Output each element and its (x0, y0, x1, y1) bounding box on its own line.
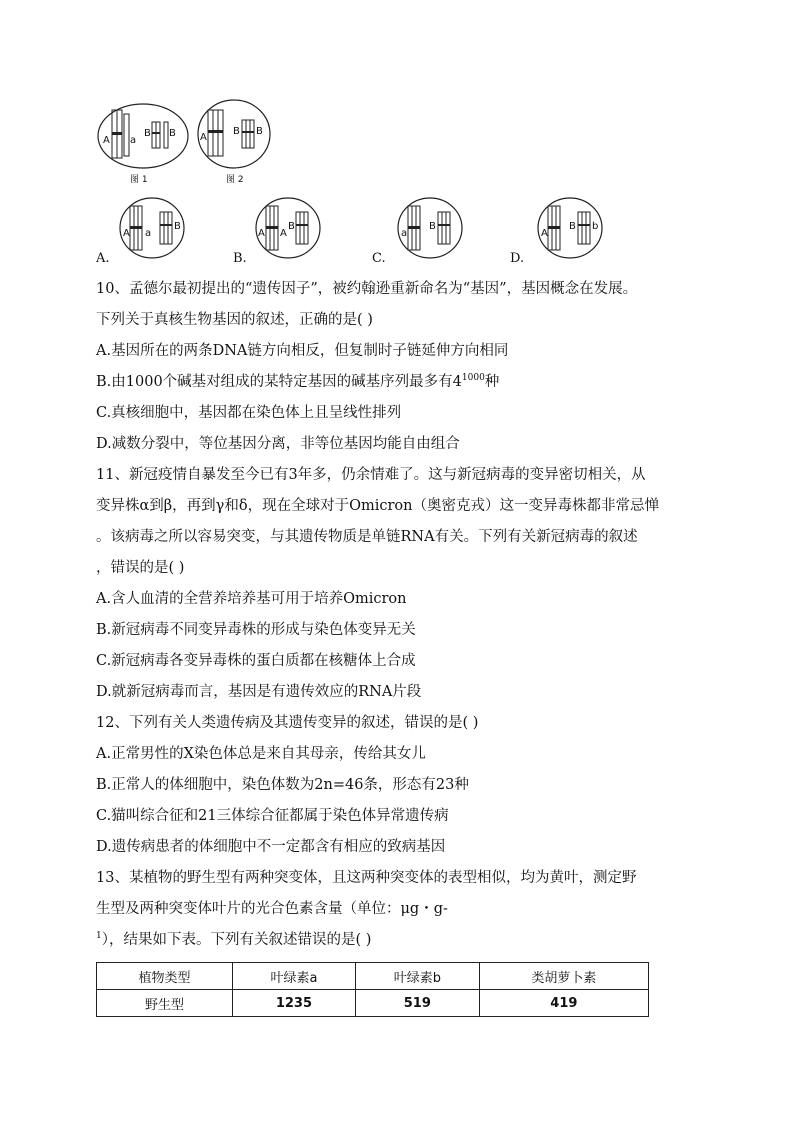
option-d-cell (536, 196, 604, 260)
figure-2-cell (196, 98, 272, 170)
figure-2-caption: 图 2 (226, 175, 244, 185)
table-cell: 519 (355, 990, 479, 1017)
q11-stem-line1: 11、新冠疫情自暴发至今已有3年多，仍余情难了。这与新冠病毒的变异密切相关，从 (96, 467, 646, 483)
table-header-cell: 植物类型 (97, 963, 233, 990)
q10-stem-line2: 下列关于真核生物基因的叙述，正确的是( ) (96, 312, 373, 328)
fig1-label-a: a (130, 135, 137, 146)
fig2-label-A: A (200, 132, 207, 143)
opt-a-label-B: B (174, 221, 181, 232)
opt-c-label-B: B (429, 221, 436, 232)
q13-stem-line1: 13、某植物的野生型有两种突变体，且这两种突变体的表型相似，均为黄叶，测定野 (96, 870, 637, 886)
q13-stem-line3: $^1$），结果如下表。下列有关叙述错误的是( ) (96, 931, 372, 948)
opt-a-label-A: A (123, 228, 130, 239)
q10-option-c: C.真核细胞中，基因都在染色体上且呈线性排列 (96, 405, 402, 421)
opt-d-label-A: A (541, 228, 548, 239)
table-cell: 419 (479, 990, 648, 1017)
fig1-label-B2: B (169, 128, 176, 139)
q11-option-c: C.新冠病毒各变异毒株的蛋白质都在核糖体上合成 (96, 653, 416, 669)
figure-1-caption: 图 1 (130, 175, 148, 185)
q10-option-a: A.基因所在的两条DNA链方向相反，但复制时子链延伸方向相同 (96, 343, 509, 359)
table-row (97, 990, 649, 1017)
fig2-label-B: B (233, 126, 240, 137)
option-b-label: B. (233, 251, 247, 266)
q10-stem-line1: 10、孟德尔最初提出的“遗传因子”，被约翰逊重新命名为“基因”，基因概念在发展。 (96, 281, 638, 297)
opt-b-label-B: B (288, 221, 295, 232)
q11-stem-line3: 。该病毒之所以容易突变，与其遗传物质是单链RNA有关。下列有关新冠病毒的叙述 (96, 529, 638, 545)
q11-stem-line4: ，错误的是( ) (96, 560, 185, 576)
opt-c-label-a: a (401, 228, 408, 239)
table-cell: 1235 (232, 990, 355, 1017)
option-a-cell (118, 196, 186, 260)
figure-1-cell (96, 102, 190, 170)
table-header-cell: 叶绿素a (232, 963, 355, 990)
q12-option-a: A.正常男性的X染色体总是来自其母亲，传给其女儿 (96, 746, 426, 762)
fig1-label-A: A (103, 135, 110, 146)
pigment-table (96, 962, 649, 1017)
table-header-cell: 叶绿素b (355, 963, 479, 990)
table-cell: 野生型 (97, 990, 233, 1017)
opt-d-label-b: b (592, 221, 599, 232)
opt-b-label-A: A (258, 228, 265, 239)
table-header-cell: 类胡萝卜素 (479, 963, 648, 990)
q12-option-b: B.正常人的体细胞中，染色体数为2n=46条，形态有23种 (96, 777, 469, 793)
q11-option-d: D.就新冠病毒而言，基因是有遗传效应的RNA片段 (96, 684, 422, 700)
q12-stem-line1: 12、下列有关人类遗传病及其遗传变异的叙述，错误的是( ) (96, 715, 479, 731)
option-d-label: D. (510, 251, 525, 266)
opt-b-label-A2: A (280, 228, 287, 239)
q11-option-a: A.含人血清的全营养培养基可用于培养Omicron (96, 591, 407, 607)
q11-stem-line2: 变异株α到β，再到γ和δ，现在全球对于Omicron（奥密克戎）这一变异毒株都非常忌惮 (96, 498, 659, 514)
q13-stem-line2: 生型及两种突变体叶片的光合色素含量（单位：μg・g- (96, 901, 448, 917)
option-c-label: C. (372, 251, 386, 266)
q12-option-c: C.猫叫综合征和21三体综合征都属于染色体异常遗传病 (96, 808, 449, 824)
opt-d-label-B: B (569, 221, 576, 232)
q11-option-b: B.新冠病毒不同变异毒株的形成与染色体变异无关 (96, 622, 416, 638)
option-b-cell (254, 196, 322, 260)
option-a-label: A. (96, 251, 110, 266)
q10-option-b: B.由1000个碱基对组成的某特定基因的碱基序列最多有$4^{1000}$种 (96, 373, 500, 390)
option-c-cell (396, 196, 464, 260)
q12-option-d: D.遗传病患者的体细胞中不一定都含有相应的致病基因 (96, 839, 446, 855)
table-header-row (97, 963, 649, 990)
q10-option-d: D.减数分裂中，等位基因分离，非等位基因均能自由组合 (96, 436, 460, 452)
opt-a-label-a: a (145, 228, 152, 239)
fig2-label-B2: B (256, 126, 263, 137)
fig1-label-B: B (144, 128, 151, 139)
